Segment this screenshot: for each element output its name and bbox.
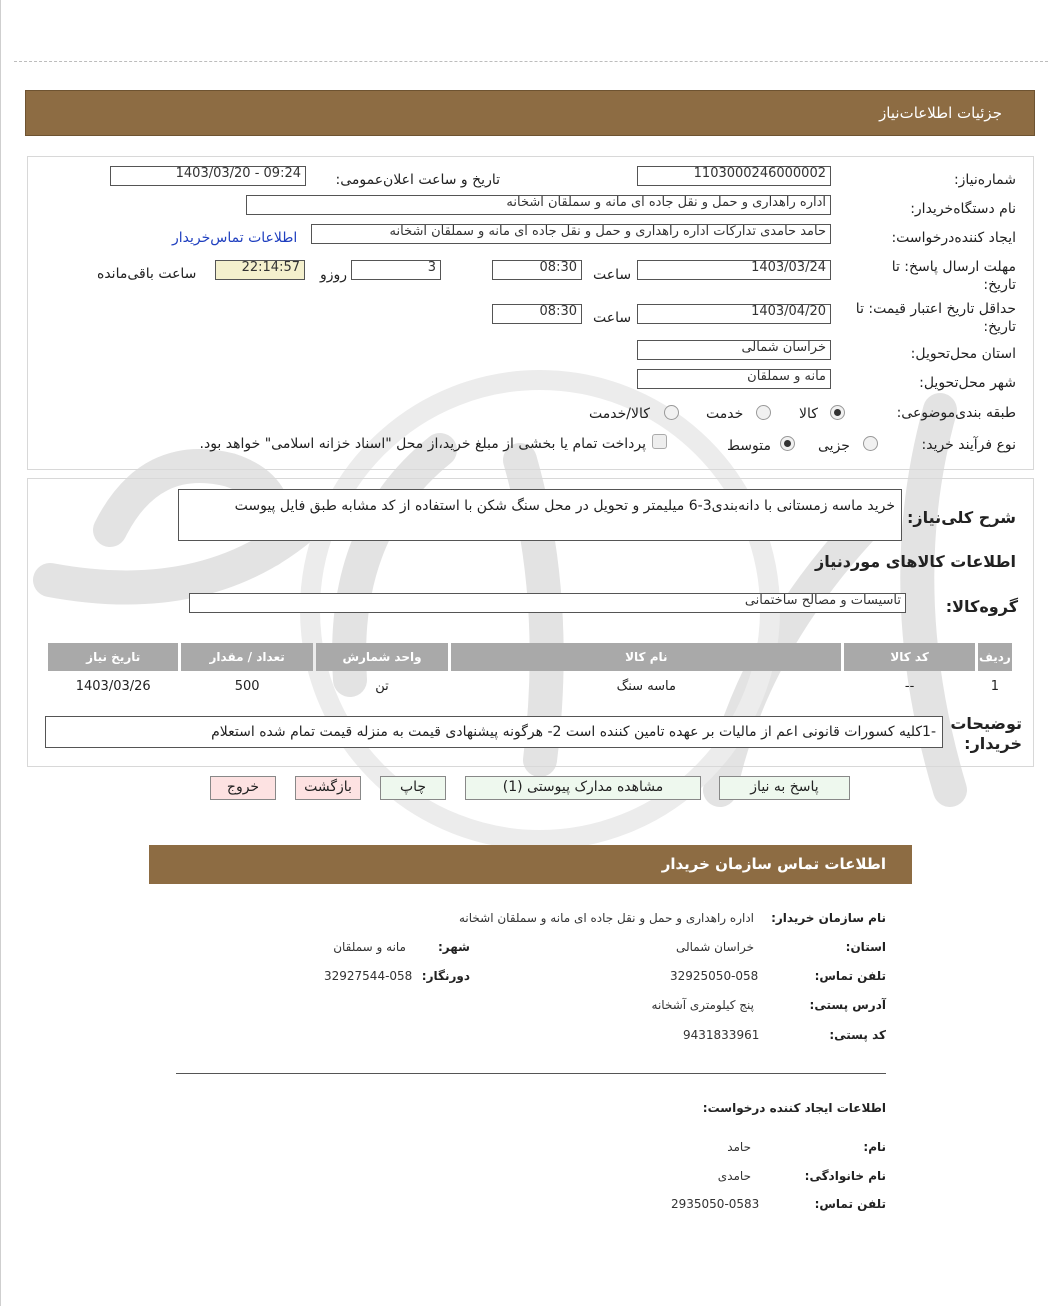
creator-name-value: حامد — [727, 1140, 751, 1154]
validity-label: حداقل تاریخ اعتبار قیمت: تا تاریخ: — [855, 301, 1016, 335]
creator-section-title: اطلاعات ایجاد کننده درخواست: — [702, 1101, 886, 1115]
address-value: پنج کیلومتری آشخانه — [651, 998, 754, 1012]
deadline-time-label: ساعت — [593, 267, 632, 283]
category-both-label: کالا/خدمت — [589, 406, 650, 422]
city-label: شهر محل‌تحویل: — [919, 375, 1016, 391]
attachments-button[interactable]: مشاهده مدارک پیوستی (1) — [465, 776, 701, 800]
cell-unit: تن — [375, 678, 389, 694]
contact-section-title: اطلاعات تماس سازمان خریدار — [661, 855, 886, 873]
category-service-radio[interactable] — [756, 405, 771, 420]
creator-phone-value: 2935050-0583 — [671, 1197, 760, 1211]
cell-date: 1403/03/26 — [75, 678, 151, 694]
col-unit: واحد شمارش — [316, 643, 448, 671]
cell-name: ماسه سنگ — [616, 678, 676, 694]
treasury-payment-note: پرداخت تمام یا بخشی از مبلغ خرید،از محل "اسناد خزانه اسلامی" خواهد بود. — [199, 436, 646, 452]
contact-city-label: شهر: — [438, 940, 470, 954]
validity-date-field[interactable]: 1403/04/20 — [637, 304, 831, 324]
remaining-label: ساعت باقی‌مانده — [97, 266, 197, 282]
deadline-label: مهلت ارسال پاسخ: تا تاریخ: — [891, 259, 1016, 293]
contact-province-value: خراسان شمالی — [675, 940, 754, 954]
category-goods-label: کالا — [799, 406, 818, 422]
goods-group-label: گروه‌کالا: — [945, 597, 1018, 616]
contact-divider — [176, 1073, 886, 1074]
address-label: آدرس پستی: — [809, 998, 886, 1012]
back-button[interactable]: بازگشت — [295, 776, 361, 800]
creator-family-value: حامدی — [717, 1169, 751, 1183]
contact-province-label: استان: — [845, 940, 886, 954]
reply-button[interactable]: پاسخ به نیاز — [719, 776, 850, 800]
col-date: تاریخ نیاز — [48, 643, 178, 671]
page-header — [25, 90, 1035, 136]
summary-text: خرید ماسه زمستانی با دانه‌بندی3-6 میلیمتر و تحویل در محل سنگ شکن با استفاده از کد مشابه طبق فایل پیوست — [178, 489, 902, 541]
contact-city-value: مانه و سملقان — [333, 940, 406, 954]
category-service-label: خدمت — [706, 406, 744, 422]
col-quantity: تعداد / مقدار — [181, 643, 312, 671]
need-number-label: شماره‌نیاز: — [953, 172, 1016, 188]
creator-family-label: نام خانوادگی: — [804, 1169, 886, 1183]
goods-group-field[interactable]: تاسیسات و مصالح ساختمانی — [189, 593, 906, 613]
contact-phone-label: تلفن تماس: — [814, 969, 886, 983]
category-label: طبقه بندی‌موضوعی: — [896, 405, 1016, 421]
buyer-org-label: نام دستگاه‌خریدار: — [910, 201, 1016, 217]
category-goods-radio[interactable] — [830, 405, 845, 420]
announce-datetime-label: تاریخ و ساعت اعلان‌عمومی: — [335, 172, 500, 188]
need-number-field[interactable]: 1103000246000002 — [637, 166, 831, 186]
contact-section-header — [149, 845, 912, 884]
province-label: استان محل‌تحویل: — [910, 346, 1016, 362]
category-both-radio[interactable] — [664, 405, 679, 420]
goods-table — [45, 640, 1015, 701]
province-field[interactable]: خراسان شمالی — [637, 340, 831, 360]
requester-label: ایجاد کننده‌درخواست: — [891, 230, 1016, 246]
org-value: اداره راهداری و حمل و نقل جاده ای مانه و سملقان اشخانه — [458, 911, 754, 925]
process-medium-label: متوسط — [727, 438, 771, 454]
fax-value: 32927544-058 — [324, 969, 413, 983]
page-left-border — [0, 0, 1, 1306]
creator-name-label: نام: — [863, 1140, 886, 1154]
process-label: نوع فرآیند خرید: — [921, 437, 1016, 453]
city-field[interactable]: مانه و سملقان — [637, 369, 831, 389]
cell-row: 1 — [990, 678, 1000, 694]
org-label: نام سازمان خریدار: — [771, 911, 886, 925]
buyer-notes-text: -1کلیه کسورات قانونی اعم از مالیات بر عهده تامین کننده است 2- هرگونه پیشنهادی قیمت به منزله قیمت تمام شده استعلام — [45, 716, 943, 748]
print-button[interactable]: چاپ — [380, 776, 446, 800]
buyer-notes-label: توضیحات خریدار: — [950, 714, 1022, 753]
col-row: ردیف — [978, 643, 1012, 671]
days-label: روزو — [320, 267, 348, 283]
col-code: کد کالا — [844, 643, 974, 671]
process-small-radio[interactable] — [863, 436, 878, 451]
announce-datetime-field[interactable]: 1403/03/20 - 09:24 — [110, 166, 306, 186]
table-row[interactable] — [48, 674, 1012, 698]
page-title: جزئیات اطلاعات‌نیاز — [879, 104, 1002, 122]
deadline-days-field: 3 — [351, 260, 441, 280]
validity-time-field[interactable]: 08:30 — [492, 304, 582, 324]
summary-label: شرح کلی‌نیاز: — [907, 508, 1016, 527]
deadline-date-field[interactable]: 1403/03/24 — [637, 260, 831, 280]
process-small-label: جزیی — [818, 438, 850, 454]
process-medium-radio[interactable] — [780, 436, 795, 451]
fax-label: دورنگار: — [421, 969, 470, 983]
goods-section-title: اطلاعات کالاهای موردنیاز — [815, 552, 1016, 571]
buyer-contact-link[interactable]: اطلاعات تماس‌خریدار — [172, 230, 298, 246]
contact-phone-value: 32925050-058 — [670, 969, 759, 983]
top-divider — [14, 61, 1048, 63]
creator-phone-label: تلفن تماس: — [814, 1197, 886, 1211]
col-name: نام کالا — [451, 643, 841, 671]
postal-code-value: 9431833961 — [683, 1028, 760, 1042]
deadline-time-field[interactable]: 08:30 — [492, 260, 582, 280]
buyer-org-field[interactable]: اداره راهداری و حمل و نقل جاده ای مانه و سملقان اشخانه — [246, 195, 831, 215]
cell-code: -- — [904, 678, 915, 694]
goods-table-header — [48, 643, 1012, 671]
treasury-payment-checkbox[interactable] — [652, 434, 667, 449]
exit-button[interactable]: خروج — [210, 776, 276, 800]
remaining-time-field: 22:14:57 — [215, 260, 305, 280]
postal-code-label: کد پستی: — [829, 1028, 886, 1042]
requester-field[interactable]: حامد حامدی تدارکات اداره راهداری و حمل و نقل جاده ای مانه و سملقان اشخانه — [311, 224, 831, 244]
validity-time-label: ساعت — [593, 310, 632, 326]
cell-quantity: 500 — [234, 678, 260, 694]
